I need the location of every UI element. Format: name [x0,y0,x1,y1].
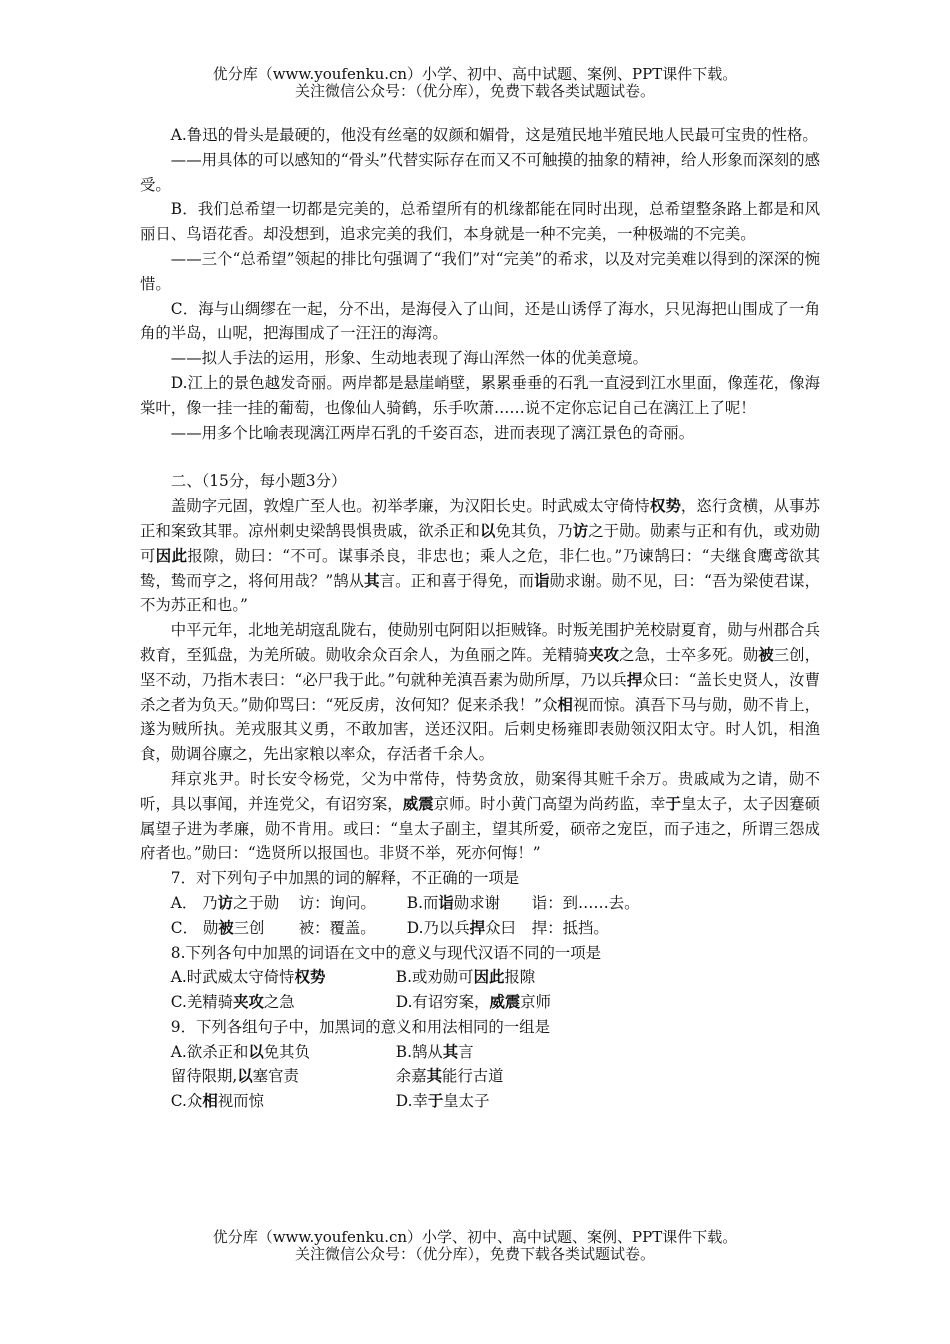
bold-word: 捍 [626,670,643,689]
passage-paragraph-1 [140,494,820,618]
bold-word: 其 [364,571,380,590]
option-text: 众曰 [485,918,516,937]
option-text: B.鹄从 [395,1042,443,1061]
option-label: A． 乃 [170,893,218,912]
bold-word: 诣 [438,893,454,912]
page-footer [0,1229,950,1263]
bold-word: 相 [202,1092,218,1111]
bold-word: 捍 [469,918,486,937]
option-text: 之急 [263,993,295,1012]
option-text: 视而惊 [217,1092,264,1111]
passage-text: 之于勋。勋素与正和有仇，或劝勋可 [140,521,820,565]
question-7-options-cd [140,916,820,941]
section-heading: 二、（15分，每小题3分） [170,472,347,491]
option-c-text: C．海与山绸缪在一起，分不出，是海侵入了山间，还是山诱俘了海水，只见海把山围成了一角角的半岛，山呢，把海围成了一汪汪的海湾。 [140,299,820,343]
option-gloss: 捍：抵挡。 [531,918,609,937]
page-header [0,66,950,100]
option-label: B.而 [406,893,439,912]
bold-word: 因此 [155,546,188,565]
option-text: 塞官责 [252,1067,299,1086]
option-text: 勋求谢 [453,893,500,912]
passage-text: 之急，士卒多死。勋 [619,645,759,664]
question-7-options-ab [140,891,820,916]
passage-text: 众曰：“盖长史贤人，汝曹杀之者为负天。”勋仰骂曰：“死反虏，汝何知？促来杀我！”众 [140,670,820,714]
passage-text: 中平元年，北地羌胡寇乱陇右，使勋别屯阿阳以拒贼锋。时叛羌围护羌校尉夏育，勋与州郡合兵救育，至狐盘，为羌所破。勋收余众百余人，为鱼丽之阵。羌精骑 [140,621,820,664]
bold-word: 权势 [294,968,326,987]
passage-text: 报隙，勋曰：“不可。谋事杀良，非忠也；乘人之危，非仁也。”乃谏鹄曰：“夫继食鹰鸢欲其鸷，鸷而亨之，将何用哉？”鹄从 [140,546,820,590]
option-text: A.时武威太守倚恃 [170,968,295,987]
option-text: 京师 [520,993,552,1012]
option-gloss: 被：覆盖。 [298,918,376,937]
option-text: D.幸 [395,1092,428,1111]
passage-paragraph-3 [140,767,820,866]
bold-word: 访 [572,521,589,540]
passage-text: ，恣行贪横，从事苏正和案致其罪。凉州刺史梁鹄畏惧贵戚，欲杀正和 [140,497,820,540]
bold-word: 以 [480,521,496,540]
question-9-options-cd [140,1089,820,1114]
passage-text: 皇太子，太子因蹇硕属望子进为孝廉，勋不肯用。或曰：“皇太子副主，望其所爱，硕帝之宠臣，而子违之，所谓三怨成府者也。”勋曰：“选贤所以报国也。非贤不举，死亦何悔！” [140,794,820,863]
option-text: 报隙 [504,968,536,987]
footer-line-2: 关注微信公众号：（优分库），免费下载各类试题试卷。 [294,1245,655,1263]
question-9-stem: 9．下列各组句子中，加黑词的意义和用法相同的一组是 [170,1017,550,1036]
passage-text: 拜京兆尹。时长安令杨党，父为中常侍，恃势贪放，勋案得其赃千余万。贵戚咸为之请，勋不听，具以事闻，并连党父，有诏穷案， [140,769,820,813]
passage-text: 勋求谢。勋不见，曰：“吾为梁使君谋，不为苏正和也。” [140,571,820,615]
option-b-note: ——三个“总希望”领起的排比句强调了“我们”对“完美”的希求，以及对完美难以得到的深深的惋惜。 [140,249,820,293]
passage-text: 京师。时小黄门高望为尚药监，幸 [433,794,666,813]
bold-word: 因此 [473,968,505,987]
passage-text: 视而惊。滇吾下马与勋，勋不肯上，遂为贼所执。羌戎服其义勇，不敢加害，送还汉阳。后刺史杨雍即表勋领汉阳太守。时人饥，相渔食，勋调谷廪之，先出家粮以率众，存活者千余人。 [140,695,820,764]
bold-word: 于 [427,1092,444,1111]
bold-word: 夹攻 [588,645,620,664]
option-text: C.众 [170,1092,203,1111]
bold-word: 被 [218,918,234,937]
bold-word: 以 [237,1067,253,1086]
bold-word: 访 [217,893,233,912]
option-label: D.乃以兵 [406,918,470,937]
bold-word: 诣 [534,571,550,590]
option-a-text: A.鲁迅的骨头是最硬的，他没有丝毫的奴颜和媚骨，这是殖民地半殖民地人民最可宝贵的性格。 [170,126,818,144]
bold-word: 于 [665,794,681,813]
question-9-options-ab-second [140,1064,820,1089]
bold-word: 威震 [402,794,434,813]
option-gloss: 访：询问。 [298,893,376,912]
option-d-text: D.江上的景色越发奇丽。两岸都是悬崖峭壁，累累垂垂的石乳一直浸到江水里面，像莲花，像海棠叶，像一挂一挂的葡萄，也像仙人骑鹤，乐手吹萧……说不定你忘记自己在漓江上了呢！ [140,373,820,417]
bold-word: 相 [557,695,573,714]
option-a-note: ——用具体的可以感知的“骨头”代替实际存在而又不可触摸的抽象的精神，给人形象而深刻的感受。 [140,150,820,194]
option-text: 三创 [233,918,265,937]
bold-word: 其 [442,1042,459,1061]
passage-paragraph-2 [140,618,820,767]
option-text: 免其负 [263,1042,310,1061]
passage-text: 言。正和喜于得免，而 [379,571,535,590]
question-8-stem: 8.下列各句中加黑的词语在文中的意义与现代汉语不同的一项是 [170,943,602,962]
option-c-note: ——拟人手法的运用，形象、生动地表现了海山浑然一体的优美意境。 [170,349,648,368]
option-text: 之于勋 [233,893,280,912]
question-8-options-cd [140,990,820,1015]
bold-word: 威震 [489,993,521,1012]
header-line-1: 优分库（www.youfenku.cn）小学、初中、高中试题、案例、PPT课件下载。 [212,65,738,83]
passage-text: 免其负，乃 [495,521,573,540]
question-8-options-ab [140,965,820,990]
option-text: A.欲杀正和 [170,1042,249,1061]
option-text: 皇太子 [443,1092,490,1111]
footer-line-1: 优分库（www.youfenku.cn）小学、初中、高中试题、案例、PPT课件下载。 [212,1228,738,1246]
passage-text: 盖勋字元固，敦煌广至人也。初举孝廉，为汉阳长史。时武威太守倚恃 [170,497,650,516]
option-text: 余嘉 [395,1067,427,1086]
header-line-2: 关注微信公众号：（优分库），免费下载各类试题试卷。 [294,82,655,100]
option-text: 言 [458,1042,474,1061]
option-d-note: ——用多个比喻表现漓江两岸石乳的千姿百态，进而表现了漓江景色的奇丽。 [170,423,695,442]
bold-word: 夹攻 [233,993,264,1012]
option-text: B.或劝勋可 [395,968,474,987]
bold-word: 以 [248,1042,264,1061]
passage-text: 三创，坚不动，乃指木表曰：“必尸我于此。”句就种羌滇吾素为勋所厚，乃以兵 [140,645,820,689]
option-text: C.羌精骑 [170,993,234,1012]
question-7-stem: 7．对下列句子中加黑的词的解释，不正确的一项是 [170,869,520,888]
option-b-text: B．我们总希望一切都是完美的，总希望所有的机缘都能在同时出现，总希望整条路上都是和风丽日、鸟语花香。却没想到，追求完美的我们，本身就是一种不完美，一种极端的不完美。 [140,200,820,244]
option-text: 能行古道 [442,1067,504,1086]
bold-word: 被 [758,645,774,664]
document-body [140,123,820,1114]
option-label: C． 勋 [170,918,219,937]
option-text: 留待限期, [170,1067,238,1086]
section-gap [140,445,820,469]
bold-word: 权势 [650,497,681,516]
option-text: D.有诏穷案， [395,993,490,1012]
option-gloss: 诣：到……去。 [531,893,640,912]
bold-word: 其 [426,1067,442,1086]
question-9-options-ab [140,1040,820,1065]
